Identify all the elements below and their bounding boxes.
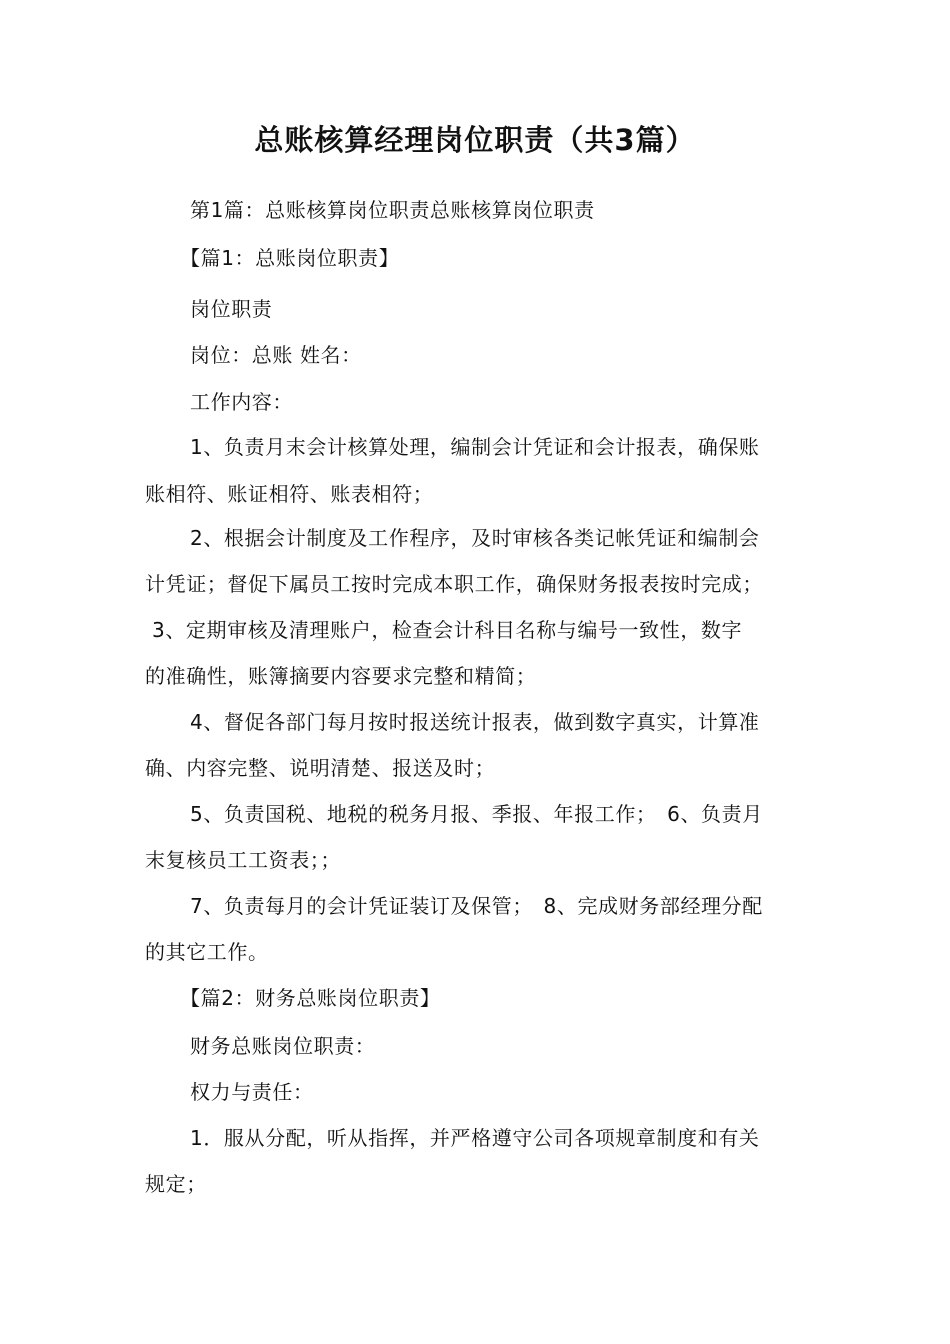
paragraph-line: 第1篇：总账核算岗位职责总账核算岗位职责 — [190, 198, 595, 222]
document-title: 总账核算经理岗位职责（共3篇） — [254, 123, 696, 157]
paragraph-line: 1、负责月末会计核算处理，编制会计凭证和会计报表，确保账 — [190, 435, 760, 459]
paragraph-line: 账相符、账证相符、账表相符； — [145, 482, 434, 506]
paragraph-line: 计凭证；督促下属员工按时完成本职工作，确保财务报表按时完成； — [145, 572, 763, 596]
paragraph-line: 岗位职责 — [190, 297, 273, 321]
paragraph-line: 规定； — [145, 1172, 207, 1196]
paragraph-line: 权力与责任： — [190, 1080, 314, 1104]
paragraph-line: 末复核员工工资表；； — [145, 848, 341, 872]
paragraph-line: 的准确性，账簿摘要内容要求完整和精简； — [145, 664, 537, 688]
paragraph-line: 4、督促各部门每月按时报送统计报表，做到数字真实，计算准 — [190, 710, 760, 734]
paragraph-line: 财务总账岗位职责： — [190, 1034, 376, 1058]
paragraph-line: 5、负责国税、地税的税务月报、季报、年报工作； 6、负责月 — [190, 802, 763, 826]
paragraph-line: 工作内容： — [190, 390, 293, 414]
section-heading: 【篇2：财务总账岗位职责】 — [180, 986, 441, 1010]
paragraph-line: 的其它工作。 — [145, 940, 269, 964]
paragraph-line: 确、内容完整、说明清楚、报送及时； — [145, 756, 496, 780]
paragraph-line: 岗位：总账 姓名： — [190, 343, 362, 367]
section-heading: 【篇1：总账岗位职责】 — [180, 246, 400, 270]
paragraph-line: 2、根据会计制度及工作程序，及时审核各类记帐凭证和编制会 — [190, 526, 760, 550]
paragraph-line: 3、定期审核及清理账户，检查会计科目名称与编号一致性，数字 — [152, 618, 743, 642]
paragraph-line: 1．服从分配，听从指挥，并严格遵守公司各项规章制度和有关 — [190, 1126, 760, 1150]
paragraph-line: 7、负责每月的会计凭证装订及保管； 8、完成财务部经理分配 — [190, 894, 763, 918]
